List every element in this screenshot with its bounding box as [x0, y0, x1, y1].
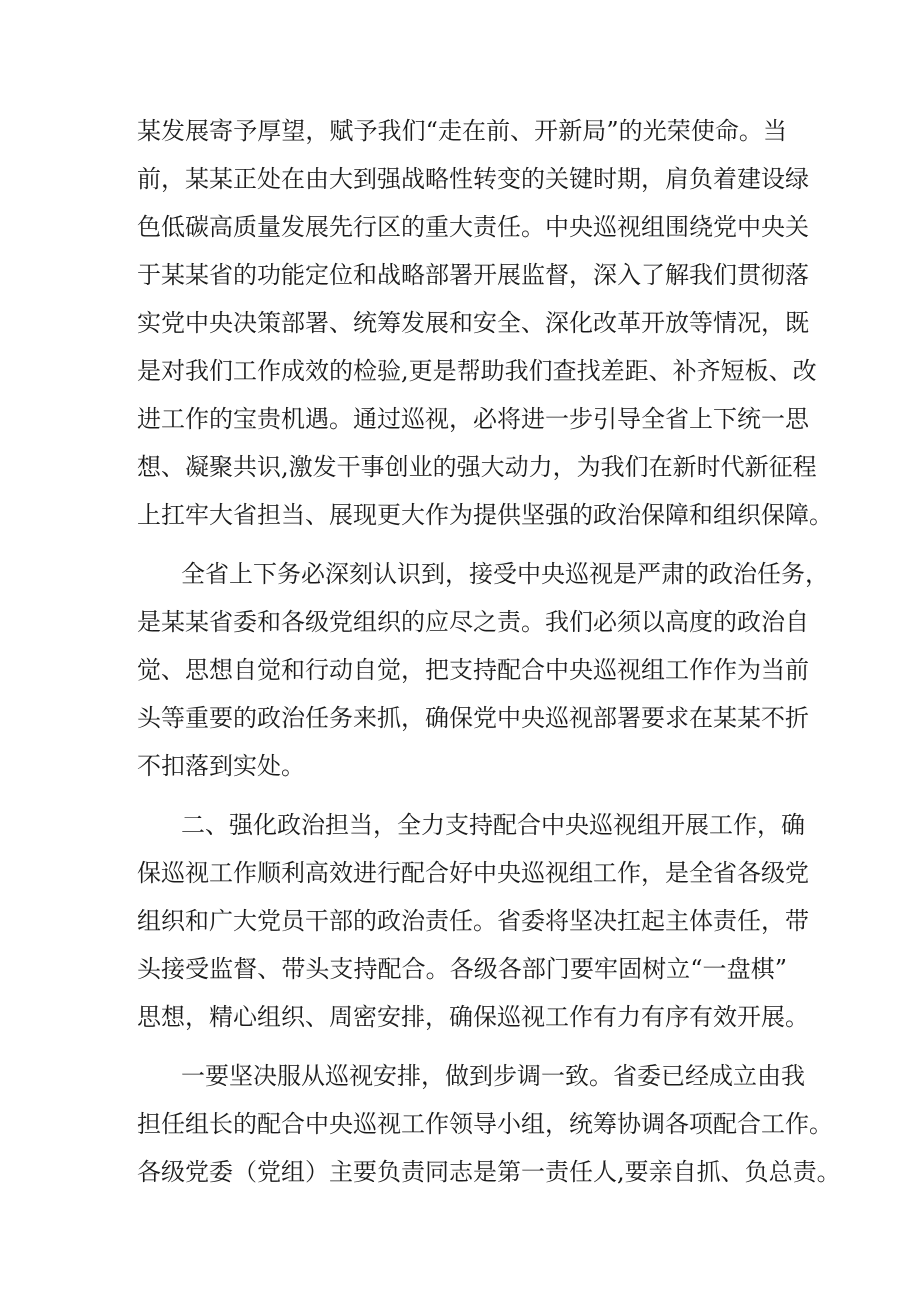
document-body: [137, 107, 841, 1196]
text-line: 二、强化政治担当，全力支持配合中央巡视组开展工作，确: [181, 811, 805, 839]
text-line: 实党中央决策部署、统筹发展和安全、深化改革开放等情况，既: [137, 309, 809, 337]
text-line: 于某某省的功能定位和战略部署开展监督，深入了解我们贯彻落: [137, 261, 809, 289]
text-line: 是某某省委和各级党组织的应尽之责。我们必须以高度的政治自: [137, 608, 809, 636]
text-line: 担任组长的配合中央巡视工作领导小组，统筹协调各项配合工作。: [137, 1110, 833, 1138]
text-line: 全省上下务必深刻认识到，接受中央巡视是严肃的政治任务，: [181, 560, 829, 588]
paragraph-2: [137, 550, 829, 790]
text-line: 想、凝聚共识,激发干事创业的强大动力，为我们在新时代新征程: [137, 453, 817, 481]
text-line: 前，某某正处在由大到强战略性转变的关键时期，肩负着建设绿: [137, 165, 809, 193]
text-line: 是对我们工作成效的检验,更是帮助我们查找差距、补齐短板、改: [137, 357, 817, 385]
text-line: 保巡视工作顺利高效进行配合好中央巡视组工作，是全省各级党: [137, 859, 809, 887]
text-line: 头接受监督、带头支持配合。各级各部门要牢固树立“一盘棋”: [137, 955, 787, 983]
text-line: 思想，精心组织、周密安排，确保巡视工作有力有序有效开展。: [137, 1003, 809, 1031]
text-line: 觉、思想自觉和行动自觉，把支持配合中央巡视组工作作为当前: [137, 656, 809, 684]
paragraph-3: [137, 801, 809, 1041]
text-line: 上扛牢大省担当、展现更大作为提供坚强的政治保障和组织保障。: [137, 501, 833, 529]
text-line: 各级党委（党组）主要负责同志是第一责任人,要亲自抓、负总责。: [137, 1158, 841, 1186]
text-line: 某发展寄予厚望，赋予我们“走在前、开新局”的光荣使命。当: [137, 117, 787, 145]
text-line: 色低碳高质量发展先行区的重大责任。中央巡视组围绕党中央关: [137, 213, 809, 241]
text-line: 不扣落到实处。: [137, 752, 305, 780]
text-line: 组织和广大党员干部的政治责任。省委将坚决扛起主体责任，带: [137, 907, 809, 935]
text-line: 一要坚决服从巡视安排，做到步调一致。省委已经成立由我: [181, 1062, 805, 1090]
paragraph-4: [137, 1052, 841, 1196]
text-line: 头等重要的政治任务来抓，确保党中央巡视部署要求在某某不折: [137, 704, 809, 732]
paragraph-1: [137, 107, 833, 539]
text-line: 进工作的宝贵机遇。通过巡视，必将进一步引导全省上下统一思: [137, 405, 809, 433]
